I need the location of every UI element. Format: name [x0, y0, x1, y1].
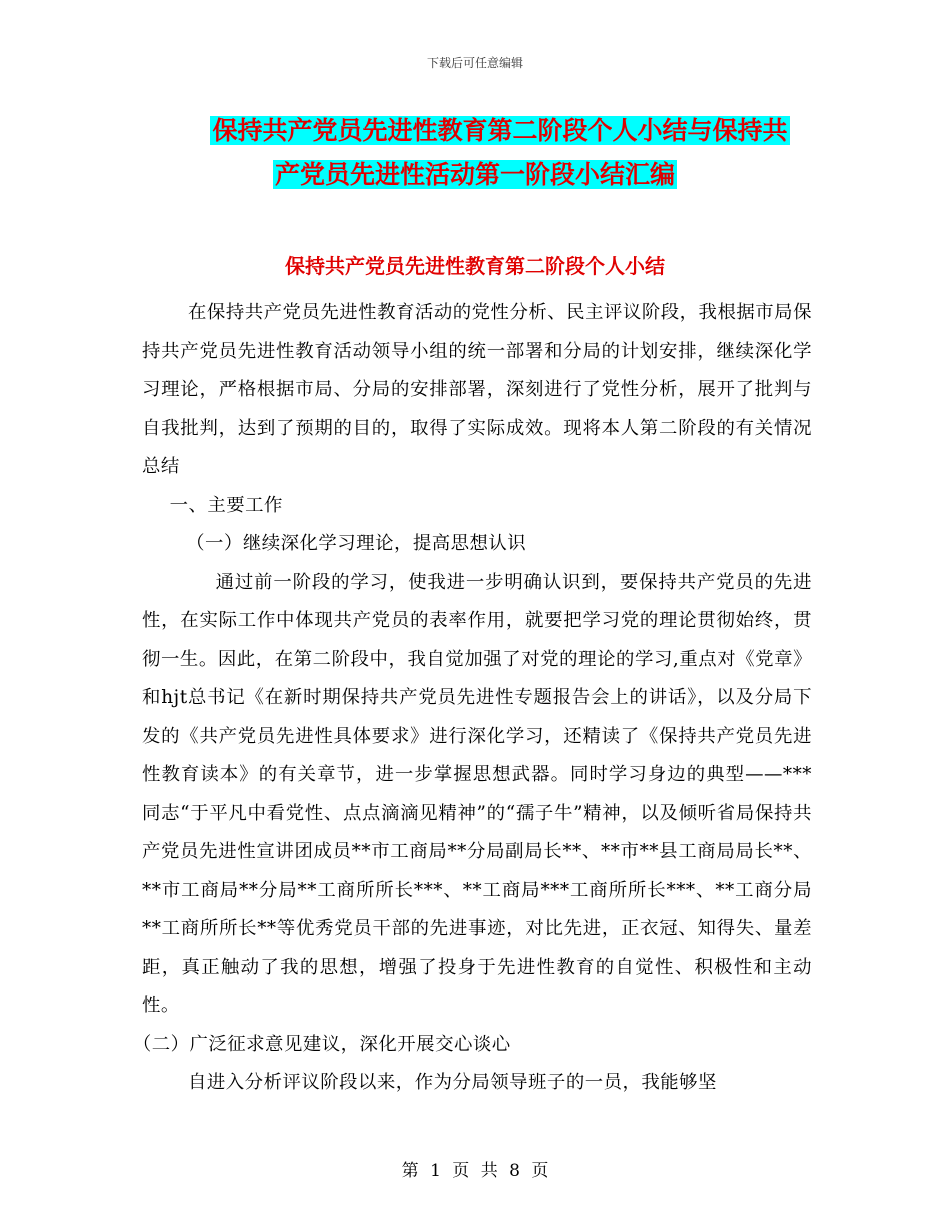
document-body — [132, 294, 812, 1103]
page-footer: 第 1 页 共 8 页 — [401, 1161, 549, 1181]
heading-main-work: 一、主要工作 — [169, 494, 283, 516]
document-title-line-2 — [0, 158, 950, 192]
title-highlight-2: 产党员先进性活动第一阶段小结汇编 — [274, 160, 675, 189]
paragraph-evaluation: 自进入分析评议阶段以来，作为分局领导班子的一员，我能够坚 — [188, 1072, 717, 1093]
heading-study-theory: （一）继续深化学习理论，提高思想认识 — [186, 533, 527, 554]
section-title: 保持共产党员先进性教育第二阶段个人小结 — [285, 254, 665, 278]
document-title-line-1 — [0, 114, 950, 148]
heading-solicit-opinions: （二）广泛征求意见建议，深化开展交心谈心 — [132, 1033, 511, 1055]
title-highlight-1: 保持共产党员先进性教育第二阶段个人小结与保持共 — [212, 116, 788, 145]
paragraph-study: 通过前一阶段的学习，使我进一步明确认识到，要保持共产党员的先进性，在实际工作中体现共产党员的表率作用，就要把学习党的理论贯彻始终，贯彻一生。因此，在第二阶段中，我自觉加强了对党的理论的学习,重点对《党章》和hjt总书记《在新时期保持共产党员先进性专题报告会上的讲话》，以及分局下发的《共产党员先进性具体要求》进行深化学习，还精读了《保持共产党员先进性教育读本》的有关章节，进一步掌握思想武器。同时学习身边的典型——***同志“于平凡中看党性、点点滴滴见精神”的“孺子牛”精神，以及倾听省局保持共产党员先进性宣讲团成员**市工商局**分局副局长**、**市**县工商局局长**、**市工商局**分局**工商所所长***、**工商局***工商所所长***、**工商分局**工商所所长**等优秀党员干部的先进事迹，对比先进，正衣冠、知得失、量差距，真正触动了我的思想，增强了投身于先进性教育的自觉性、积极性和主动性。 — [142, 571, 812, 1016]
page-header: 下载后可任意编辑 — [426, 56, 523, 70]
paragraph-intro: 在保持共产党员先进性教育活动的党性分析、民主评议阶段，我根据市局保持共产党员先进性教育活动领导小组的统一部署和分局的计划安排，继续深化学习理论，严格根据市局、分局的安排部署，深刻进行了党性分析，展开了批判与自我批判，达到了预期的目的，取得了实际成效。现将本人第二阶段的有关情况总结 — [142, 302, 812, 477]
